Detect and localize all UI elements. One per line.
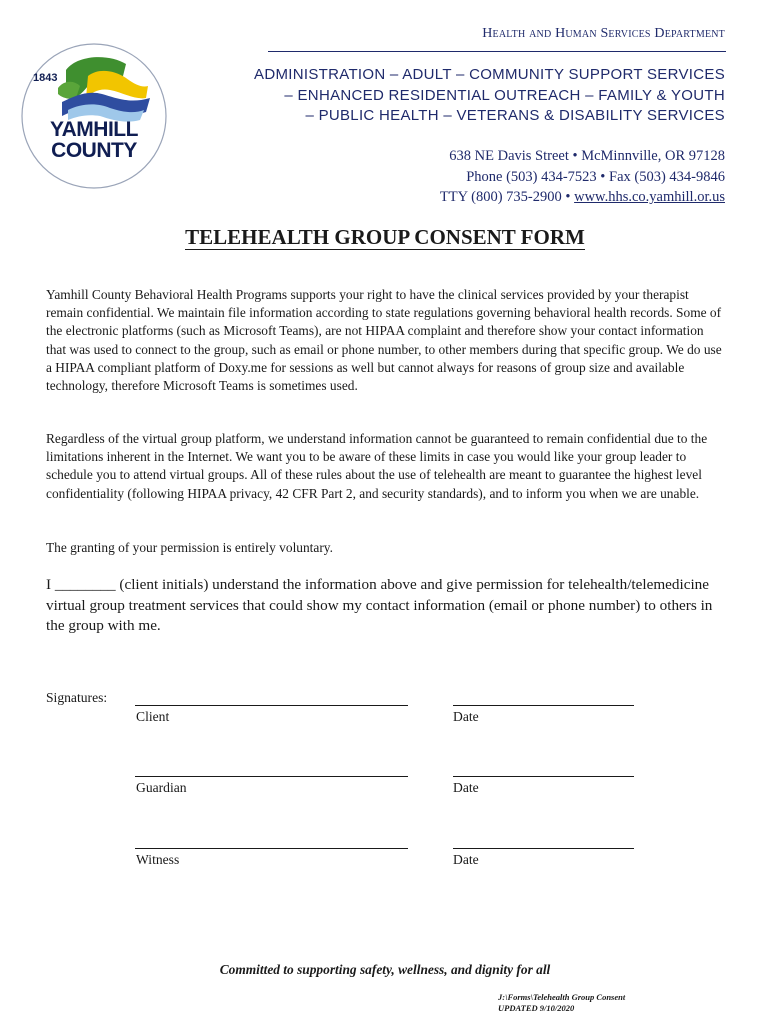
guardian-date-label: Date <box>453 780 479 795</box>
paragraph-permission: I ________ (client initials) understand the information above and give permission for telehealth/telemedicine virtual group treatment services that could show my contact information (email or phone number) to others in the group with me. <box>46 576 713 634</box>
yamhill-county-seal <box>18 40 170 192</box>
logo-year: 1843 <box>33 72 58 84</box>
document-updated: UPDATED 9/10/2020 <box>498 1002 575 1013</box>
address: 638 NE Davis Street • McMinnville, OR 97128 <box>449 148 725 164</box>
client-signature-line[interactable] <box>135 705 408 706</box>
services-line-2: – ENHANCED RESIDENTIAL OUTREACH – FAMILY & YOUTH <box>284 86 725 104</box>
form-title: TELEHEALTH GROUP CONSENT FORM <box>185 225 585 249</box>
guardian-date-line[interactable] <box>453 776 634 777</box>
footer-motto: Committed to supporting safety, wellness, and dignity for all <box>219 962 551 977</box>
website-link[interactable]: www.hhs.co.yamhill.or.us <box>574 189 725 205</box>
logo-line1: YAMHILL <box>50 118 138 141</box>
document-path: J:\Forms\Telehealth Group Consent <box>498 992 626 1002</box>
contact-block <box>440 146 725 208</box>
services-line-3: – PUBLIC HEALTH – VETERANS & DISABILITY SERVICES <box>305 107 725 124</box>
form-title-wrap <box>0 225 770 250</box>
client-label: Client <box>136 709 170 724</box>
signatures-label: Signatures: <box>46 690 108 705</box>
witness-date-line[interactable] <box>453 848 634 849</box>
phone-fax: Phone (503) 434-7523 • Fax (503) 434-9846 <box>466 168 725 185</box>
header-rule <box>268 51 726 52</box>
witness-label: Witness <box>136 852 180 867</box>
tty-line <box>440 187 725 208</box>
services-line-1: ADMINISTRATION – ADULT – COMMUNITY SUPPORT SERVICES <box>254 66 725 83</box>
client-date-line[interactable] <box>453 705 634 706</box>
paragraph-limitations: Regardless of the virtual group platform, we understand information cannot be guaranteed to remain confidential due to the limitations inherent in the Internet. We want you to be aware of these limits in case you would like your group leader to schedule you to attend virtual groups. All of these rules about the use of telehealth are meant to guarantee the highest level confidentiality (following HIPAA privacy, 42 CFR Part 2, and security standards), and to inform you when we are unable. <box>46 431 708 501</box>
department-name: Health and Human Services Department <box>482 26 725 41</box>
guardian-signature-line[interactable] <box>135 776 408 777</box>
county-logo <box>18 40 170 192</box>
logo-line2: COUNTY <box>51 139 137 162</box>
client-date-label: Date <box>453 709 479 724</box>
tty: TTY (800) 735-2900 • <box>439 189 575 205</box>
document-reference <box>498 992 625 1013</box>
services-list <box>254 65 725 127</box>
paragraph-confidentiality: Yamhill County Behavioral Health Programs supports your right to have the clinical services provided by your therapist remain confidential. We maintain file information according to state regulations governing behavioral health records. Some of the electronic platforms (such as Microsoft Teams), are not HIPAA complaint and therefore show your contact information that was used to connect to the group, such as email or phone number, to other members during that specific group. We do use a HIPAA compliant platform of Doxy.me for sessions as well but cannot always for reasons of group size and available technology, therefore Microsoft Teams is sometimes used. <box>46 287 722 394</box>
guardian-label: Guardian <box>136 780 187 795</box>
paragraph-voluntary: The granting of your permission is entirely voluntary. <box>46 540 333 555</box>
witness-date-label: Date <box>453 852 479 867</box>
witness-signature-line[interactable] <box>135 848 408 849</box>
